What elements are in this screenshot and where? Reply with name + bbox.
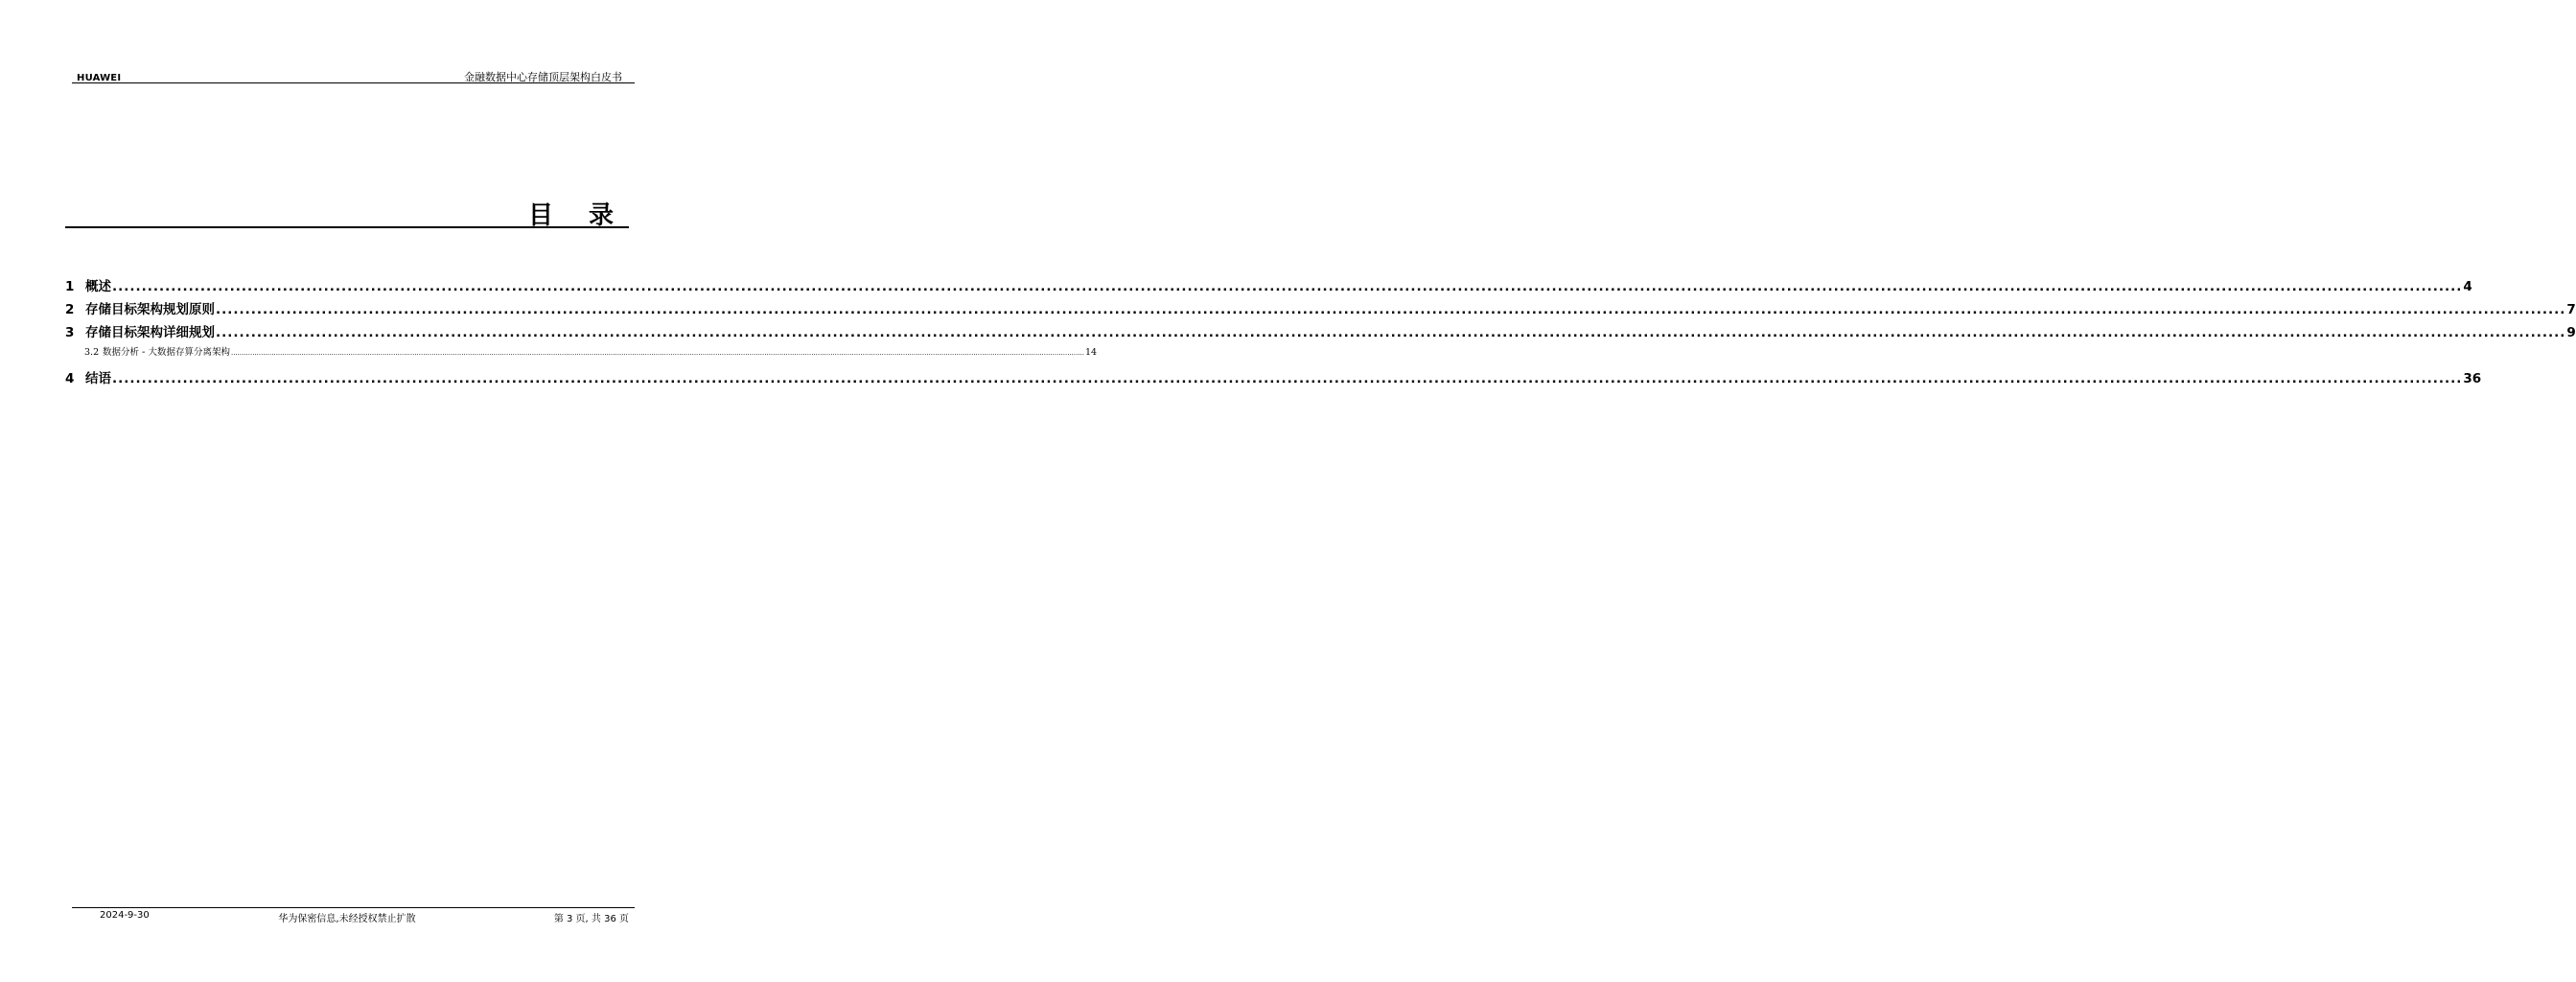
toc-entry-page: 36 [2463,371,2482,386]
footer-confidential-notice: 华为保密信息,未经授权禁止扩散 [278,914,416,924]
toc-entry-3-2[interactable] [65,344,1098,367]
toc-title: 目 录 [527,201,627,230]
toc-entry-text: 概述 [85,279,111,294]
toc-leader-dots: ................................................................................................................................................................................................................................................................................................................................................................................................................ [216,302,2566,317]
toc-entry-page: 14 [1085,347,1098,358]
footer-date: 2024-9-30 [100,910,150,921]
toc-entry-4[interactable] [65,367,2482,390]
toc-entry-page: 9 [2566,325,2576,340]
toc-entry-page: 4 [2463,279,2472,294]
toc-entry-1[interactable] [65,275,2472,298]
header-doc-title: 金融数据中心存储顶层架构白皮书 [464,71,622,83]
toc-leader-dots: ................................................................................................................................................................................................................................................................................................................................................................................................................ [230,349,1085,357]
toc-entry-number: 3 [65,325,75,340]
header-divider [72,82,635,83]
toc-list [65,275,2576,390]
toc-entry-text: 结语 [85,371,111,386]
toc-entry-page: 7 [2566,302,2576,317]
toc-entry-text: 存储目标架构规划原则 [85,302,215,317]
toc-leader-dots: ................................................................................................................................................................................................................................................................................................................................................................................................................ [112,279,2463,294]
toc-entry-text: 数据分析 - 大数据存算分离架构 [103,347,230,358]
toc-entry-text: 存储目标架构详细规划 [85,325,215,340]
toc-title-divider [65,226,629,228]
footer-page-number: 第 3 页, 共 36 页 [553,914,629,924]
toc-leader-dots: ................................................................................................................................................................................................................................................................................................................................................................................................................ [216,325,2566,340]
toc-entry-number: 4 [65,371,75,386]
toc-leader-dots: ................................................................................................................................................................................................................................................................................................................................................................................................................ [112,371,2463,386]
footer-divider [72,907,635,908]
toc-entry-2[interactable] [65,298,2576,321]
toc-entry-number: 2 [65,302,75,317]
huawei-logo: HUAWEI [77,73,122,83]
toc-entry-number: 3.2 [84,347,100,358]
toc-entry-number: 1 [65,279,75,294]
toc-entry-3[interactable] [65,321,2576,344]
